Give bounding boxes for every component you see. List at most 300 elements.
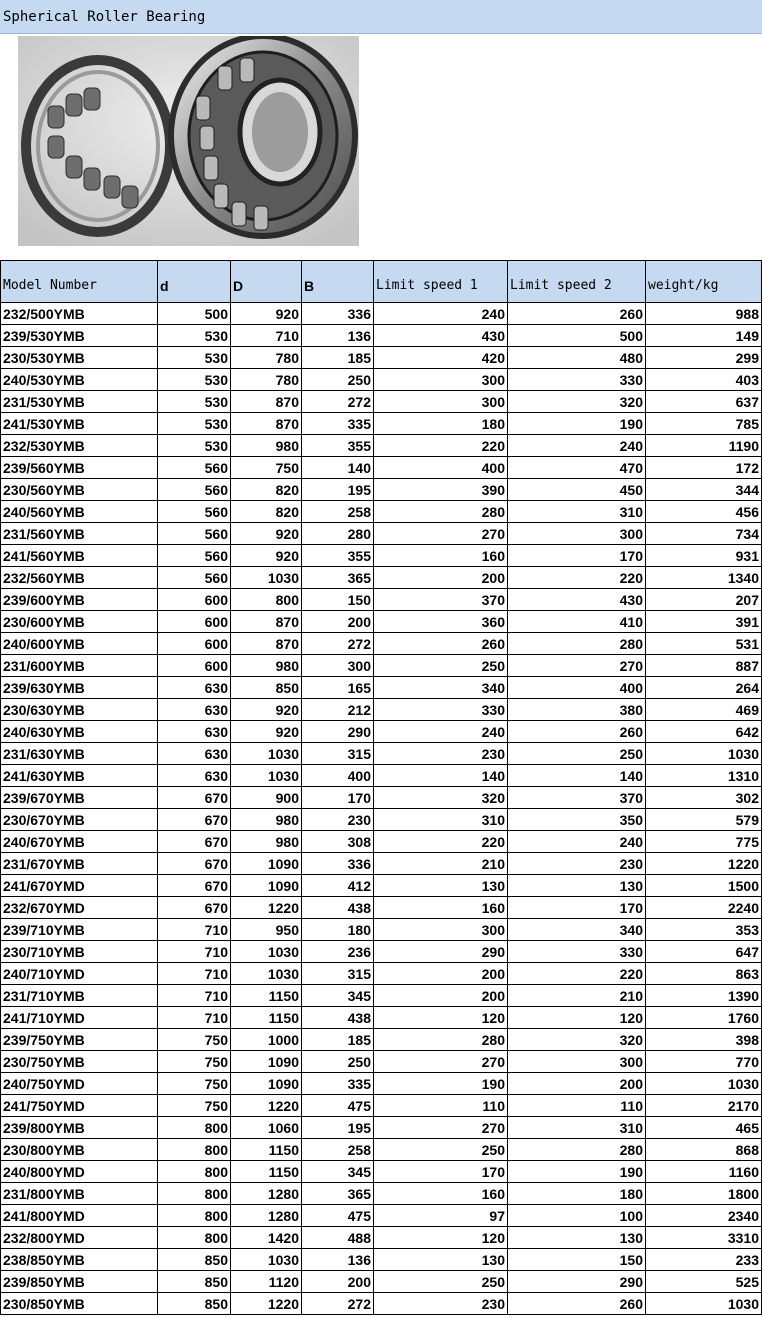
table-row [1, 963, 762, 985]
cell-limit-speed-1: 160 [374, 545, 508, 567]
cell-D: 1150 [231, 1139, 302, 1161]
cell-limit-speed-1: 180 [374, 413, 508, 435]
cell-weight: 931 [646, 545, 762, 567]
cell-D: 900 [231, 787, 302, 809]
cell-limit-speed-2: 480 [508, 347, 646, 369]
cell-weight: 1220 [646, 853, 762, 875]
cell-limit-speed-1: 130 [374, 1249, 508, 1271]
cell-weight: 647 [646, 941, 762, 963]
cell-d: 710 [158, 985, 231, 1007]
cell-model: 240/800YMD [1, 1161, 158, 1183]
cell-limit-speed-2: 200 [508, 1073, 646, 1095]
table-row [1, 875, 762, 897]
cell-limit-speed-1: 230 [374, 743, 508, 765]
cell-d: 710 [158, 1007, 231, 1029]
table-row [1, 1095, 762, 1117]
cell-limit-speed-1: 120 [374, 1227, 508, 1249]
cell-model: 239/850YMB [1, 1271, 158, 1293]
cell-limit-speed-1: 200 [374, 567, 508, 589]
cell-model: 230/710YMB [1, 941, 158, 963]
cell-model: 239/670YMB [1, 787, 158, 809]
cell-B: 195 [302, 1117, 374, 1139]
page-title: Spherical Roller Bearing [0, 0, 762, 34]
cell-limit-speed-2: 290 [508, 1271, 646, 1293]
table-row [1, 677, 762, 699]
cell-limit-speed-1: 200 [374, 963, 508, 985]
table-row [1, 853, 762, 875]
cell-limit-speed-1: 420 [374, 347, 508, 369]
cell-weight: 469 [646, 699, 762, 721]
cell-d: 800 [158, 1205, 231, 1227]
cell-B: 195 [302, 479, 374, 501]
table-row [1, 1139, 762, 1161]
cell-D: 870 [231, 413, 302, 435]
cell-weight: 398 [646, 1029, 762, 1051]
cell-model: 241/710YMD [1, 1007, 158, 1029]
cell-d: 630 [158, 743, 231, 765]
table-row [1, 369, 762, 391]
cell-d: 800 [158, 1139, 231, 1161]
cell-limit-speed-2: 280 [508, 633, 646, 655]
cell-B: 290 [302, 721, 374, 743]
cell-weight: 988 [646, 303, 762, 325]
cell-D: 870 [231, 391, 302, 413]
bearing-photo [18, 36, 359, 246]
cell-weight: 868 [646, 1139, 762, 1161]
cell-model: 239/710YMB [1, 919, 158, 941]
cell-B: 136 [302, 325, 374, 347]
bearing-illustration [18, 36, 359, 246]
cell-limit-speed-2: 190 [508, 1161, 646, 1183]
cell-D: 1060 [231, 1117, 302, 1139]
cell-limit-speed-2: 250 [508, 743, 646, 765]
cell-D: 920 [231, 699, 302, 721]
cell-B: 475 [302, 1095, 374, 1117]
cell-weight: 637 [646, 391, 762, 413]
cell-limit-speed-2: 240 [508, 435, 646, 457]
cell-weight: 172 [646, 457, 762, 479]
cell-B: 272 [302, 391, 374, 413]
cell-d: 710 [158, 941, 231, 963]
cell-D: 980 [231, 809, 302, 831]
cell-model: 241/630YMB [1, 765, 158, 787]
cell-limit-speed-1: 280 [374, 1029, 508, 1051]
cell-limit-speed-1: 250 [374, 655, 508, 677]
cell-limit-speed-2: 470 [508, 457, 646, 479]
cell-limit-speed-2: 310 [508, 1117, 646, 1139]
header-model-number: Model Number [1, 261, 158, 303]
cell-D: 920 [231, 545, 302, 567]
cell-model: 240/630YMB [1, 721, 158, 743]
cell-weight: 770 [646, 1051, 762, 1073]
cell-limit-speed-1: 360 [374, 611, 508, 633]
cell-weight: 391 [646, 611, 762, 633]
cell-B: 165 [302, 677, 374, 699]
cell-B: 185 [302, 1029, 374, 1051]
cell-limit-speed-2: 500 [508, 325, 646, 347]
cell-d: 670 [158, 787, 231, 809]
cell-d: 600 [158, 633, 231, 655]
cell-D: 1030 [231, 765, 302, 787]
cell-B: 335 [302, 413, 374, 435]
cell-B: 185 [302, 347, 374, 369]
cell-d: 670 [158, 875, 231, 897]
cell-D: 980 [231, 831, 302, 853]
cell-limit-speed-1: 110 [374, 1095, 508, 1117]
table-row [1, 1161, 762, 1183]
cell-model: 239/750YMB [1, 1029, 158, 1051]
cell-d: 630 [158, 765, 231, 787]
cell-limit-speed-1: 340 [374, 677, 508, 699]
cell-model: 241/800YMD [1, 1205, 158, 1227]
cell-limit-speed-2: 410 [508, 611, 646, 633]
cell-limit-speed-2: 260 [508, 303, 646, 325]
cell-B: 280 [302, 523, 374, 545]
cell-B: 365 [302, 1183, 374, 1205]
table-row [1, 941, 762, 963]
cell-d: 560 [158, 457, 231, 479]
cell-limit-speed-2: 230 [508, 853, 646, 875]
cell-limit-speed-2: 100 [508, 1205, 646, 1227]
cell-limit-speed-1: 120 [374, 1007, 508, 1029]
cell-d: 750 [158, 1073, 231, 1095]
cell-B: 258 [302, 1139, 374, 1161]
cell-weight: 775 [646, 831, 762, 853]
cell-weight: 149 [646, 325, 762, 347]
cell-D: 980 [231, 655, 302, 677]
cell-limit-speed-2: 320 [508, 1029, 646, 1051]
cell-weight: 264 [646, 677, 762, 699]
cell-model: 230/600YMB [1, 611, 158, 633]
table-row [1, 721, 762, 743]
cell-D: 1030 [231, 743, 302, 765]
cell-limit-speed-1: 130 [374, 875, 508, 897]
cell-model: 239/600YMB [1, 589, 158, 611]
cell-D: 1030 [231, 567, 302, 589]
cell-limit-speed-1: 240 [374, 303, 508, 325]
cell-limit-speed-2: 140 [508, 765, 646, 787]
cell-B: 170 [302, 787, 374, 809]
table-row [1, 347, 762, 369]
table-row [1, 831, 762, 853]
cell-weight: 1310 [646, 765, 762, 787]
cell-model: 230/800YMB [1, 1139, 158, 1161]
cell-limit-speed-2: 110 [508, 1095, 646, 1117]
cell-model: 231/670YMB [1, 853, 158, 875]
table-row [1, 1271, 762, 1293]
cell-D: 1220 [231, 1293, 302, 1315]
cell-weight: 1760 [646, 1007, 762, 1029]
cell-B: 150 [302, 589, 374, 611]
cell-limit-speed-1: 280 [374, 501, 508, 523]
cell-D: 1280 [231, 1183, 302, 1205]
cell-model: 239/560YMB [1, 457, 158, 479]
cell-model: 238/850YMB [1, 1249, 158, 1271]
cell-weight: 233 [646, 1249, 762, 1271]
cell-model: 230/670YMB [1, 809, 158, 831]
cell-B: 136 [302, 1249, 374, 1271]
cell-limit-speed-1: 370 [374, 589, 508, 611]
cell-B: 438 [302, 1007, 374, 1029]
cell-limit-speed-1: 320 [374, 787, 508, 809]
cell-weight: 403 [646, 369, 762, 391]
cell-B: 355 [302, 545, 374, 567]
table-row [1, 391, 762, 413]
table-row [1, 1293, 762, 1315]
cell-D: 920 [231, 721, 302, 743]
cell-B: 315 [302, 963, 374, 985]
cell-D: 1280 [231, 1205, 302, 1227]
table-row [1, 1073, 762, 1095]
cell-model: 232/530YMB [1, 435, 158, 457]
cell-weight: 1390 [646, 985, 762, 1007]
cell-weight: 1800 [646, 1183, 762, 1205]
cell-limit-speed-1: 170 [374, 1161, 508, 1183]
cell-limit-speed-2: 170 [508, 897, 646, 919]
cell-weight: 1190 [646, 435, 762, 457]
table-row [1, 611, 762, 633]
cell-weight: 3310 [646, 1227, 762, 1249]
cell-limit-speed-2: 150 [508, 1249, 646, 1271]
cell-limit-speed-2: 220 [508, 567, 646, 589]
cell-D: 1090 [231, 853, 302, 875]
cell-weight: 2170 [646, 1095, 762, 1117]
cell-limit-speed-1: 250 [374, 1139, 508, 1161]
cell-d: 530 [158, 325, 231, 347]
cell-weight: 353 [646, 919, 762, 941]
cell-limit-speed-1: 240 [374, 721, 508, 743]
cell-limit-speed-1: 250 [374, 1271, 508, 1293]
cell-d: 530 [158, 413, 231, 435]
cell-limit-speed-2: 400 [508, 677, 646, 699]
cell-D: 800 [231, 589, 302, 611]
cell-limit-speed-1: 270 [374, 1117, 508, 1139]
cell-d: 600 [158, 589, 231, 611]
cell-B: 200 [302, 611, 374, 633]
table-row [1, 435, 762, 457]
table-row [1, 325, 762, 347]
cell-d: 710 [158, 919, 231, 941]
cell-limit-speed-2: 370 [508, 787, 646, 809]
cell-limit-speed-1: 330 [374, 699, 508, 721]
cell-d: 560 [158, 523, 231, 545]
cell-model: 231/560YMB [1, 523, 158, 545]
cell-limit-speed-2: 180 [508, 1183, 646, 1205]
cell-limit-speed-2: 350 [508, 809, 646, 831]
cell-D: 1030 [231, 1249, 302, 1271]
cell-D: 1090 [231, 1073, 302, 1095]
cell-model: 230/560YMB [1, 479, 158, 501]
table-header-row [1, 261, 762, 303]
cell-model: 232/670YMD [1, 897, 158, 919]
cell-model: 239/530YMB [1, 325, 158, 347]
table-row [1, 1205, 762, 1227]
cell-d: 800 [158, 1183, 231, 1205]
cell-limit-speed-2: 270 [508, 655, 646, 677]
cell-weight: 1030 [646, 743, 762, 765]
cell-D: 1120 [231, 1271, 302, 1293]
cell-model: 231/710YMB [1, 985, 158, 1007]
table-row [1, 765, 762, 787]
cell-limit-speed-2: 450 [508, 479, 646, 501]
table-row [1, 897, 762, 919]
cell-d: 750 [158, 1095, 231, 1117]
cell-B: 438 [302, 897, 374, 919]
cell-limit-speed-1: 190 [374, 1073, 508, 1095]
cell-limit-speed-1: 400 [374, 457, 508, 479]
cell-weight: 2340 [646, 1205, 762, 1227]
bearing-table [0, 260, 762, 1315]
table-row [1, 413, 762, 435]
cell-model: 240/560YMB [1, 501, 158, 523]
cell-weight: 456 [646, 501, 762, 523]
cell-model: 230/530YMB [1, 347, 158, 369]
cell-B: 475 [302, 1205, 374, 1227]
cell-limit-speed-2: 170 [508, 545, 646, 567]
cell-limit-speed-1: 270 [374, 1051, 508, 1073]
table-row [1, 985, 762, 1007]
cell-limit-speed-2: 190 [508, 413, 646, 435]
cell-limit-speed-1: 300 [374, 369, 508, 391]
cell-limit-speed-2: 130 [508, 1227, 646, 1249]
cell-D: 1090 [231, 875, 302, 897]
cell-limit-speed-1: 390 [374, 479, 508, 501]
header-d: d [158, 261, 231, 303]
cell-B: 180 [302, 919, 374, 941]
cell-B: 488 [302, 1227, 374, 1249]
cell-D: 870 [231, 611, 302, 633]
cell-B: 250 [302, 1051, 374, 1073]
cell-D: 1150 [231, 985, 302, 1007]
cell-limit-speed-2: 260 [508, 1293, 646, 1315]
cell-d: 600 [158, 611, 231, 633]
cell-B: 308 [302, 831, 374, 853]
cell-d: 530 [158, 369, 231, 391]
cell-D: 750 [231, 457, 302, 479]
cell-d: 750 [158, 1029, 231, 1051]
table-row [1, 919, 762, 941]
cell-weight: 785 [646, 413, 762, 435]
cell-B: 355 [302, 435, 374, 457]
table-row [1, 501, 762, 523]
cell-limit-speed-2: 130 [508, 875, 646, 897]
cell-D: 920 [231, 303, 302, 325]
cell-limit-speed-1: 220 [374, 435, 508, 457]
cell-d: 850 [158, 1293, 231, 1315]
cell-B: 236 [302, 941, 374, 963]
cell-D: 1030 [231, 941, 302, 963]
cell-limit-speed-1: 160 [374, 1183, 508, 1205]
cell-weight: 299 [646, 347, 762, 369]
cell-weight: 1030 [646, 1293, 762, 1315]
cell-weight: 302 [646, 787, 762, 809]
table-row [1, 809, 762, 831]
header-D: D [231, 261, 302, 303]
cell-limit-speed-2: 240 [508, 831, 646, 853]
cell-D: 1030 [231, 963, 302, 985]
cell-B: 336 [302, 303, 374, 325]
cell-limit-speed-1: 290 [374, 941, 508, 963]
cell-d: 630 [158, 699, 231, 721]
cell-model: 240/600YMB [1, 633, 158, 655]
cell-limit-speed-2: 430 [508, 589, 646, 611]
table-row [1, 655, 762, 677]
cell-weight: 1160 [646, 1161, 762, 1183]
table-row [1, 743, 762, 765]
cell-weight: 734 [646, 523, 762, 545]
table-row [1, 303, 762, 325]
cell-model: 239/800YMB [1, 1117, 158, 1139]
cell-d: 630 [158, 677, 231, 699]
cell-limit-speed-1: 220 [374, 831, 508, 853]
cell-model: 231/530YMB [1, 391, 158, 413]
header-limit-speed-2: Limit speed 2 [508, 261, 646, 303]
cell-B: 400 [302, 765, 374, 787]
cell-model: 231/630YMB [1, 743, 158, 765]
cell-d: 670 [158, 853, 231, 875]
table-row [1, 1183, 762, 1205]
cell-model: 231/800YMB [1, 1183, 158, 1205]
cell-weight: 863 [646, 963, 762, 985]
header-limit-speed-1: Limit speed 1 [374, 261, 508, 303]
cell-B: 230 [302, 809, 374, 831]
cell-limit-speed-2: 340 [508, 919, 646, 941]
cell-B: 140 [302, 457, 374, 479]
cell-d: 530 [158, 391, 231, 413]
cell-model: 230/850YMB [1, 1293, 158, 1315]
cell-d: 560 [158, 545, 231, 567]
cell-d: 710 [158, 963, 231, 985]
cell-weight: 531 [646, 633, 762, 655]
cell-model: 241/670YMD [1, 875, 158, 897]
cell-limit-speed-1: 270 [374, 523, 508, 545]
table-row [1, 479, 762, 501]
cell-model: 240/670YMB [1, 831, 158, 853]
table-row [1, 1249, 762, 1271]
cell-d: 750 [158, 1051, 231, 1073]
cell-limit-speed-2: 380 [508, 699, 646, 721]
cell-model: 232/560YMB [1, 567, 158, 589]
cell-weight: 1030 [646, 1073, 762, 1095]
cell-d: 560 [158, 567, 231, 589]
cell-d: 670 [158, 897, 231, 919]
cell-limit-speed-1: 200 [374, 985, 508, 1007]
cell-model: 239/630YMB [1, 677, 158, 699]
cell-D: 1090 [231, 1051, 302, 1073]
cell-limit-speed-1: 140 [374, 765, 508, 787]
cell-weight: 2240 [646, 897, 762, 919]
cell-limit-speed-1: 230 [374, 1293, 508, 1315]
cell-weight: 525 [646, 1271, 762, 1293]
cell-weight: 465 [646, 1117, 762, 1139]
cell-d: 500 [158, 303, 231, 325]
table-row [1, 1051, 762, 1073]
table-row [1, 787, 762, 809]
cell-model: 230/750YMB [1, 1051, 158, 1073]
header-B: B [302, 261, 374, 303]
cell-model: 232/800YMD [1, 1227, 158, 1249]
cell-D: 1420 [231, 1227, 302, 1249]
cell-B: 315 [302, 743, 374, 765]
table-row [1, 589, 762, 611]
table-row [1, 1029, 762, 1051]
cell-limit-speed-1: 300 [374, 919, 508, 941]
cell-B: 300 [302, 655, 374, 677]
cell-D: 920 [231, 523, 302, 545]
cell-limit-speed-1: 430 [374, 325, 508, 347]
cell-d: 800 [158, 1117, 231, 1139]
cell-d: 560 [158, 479, 231, 501]
